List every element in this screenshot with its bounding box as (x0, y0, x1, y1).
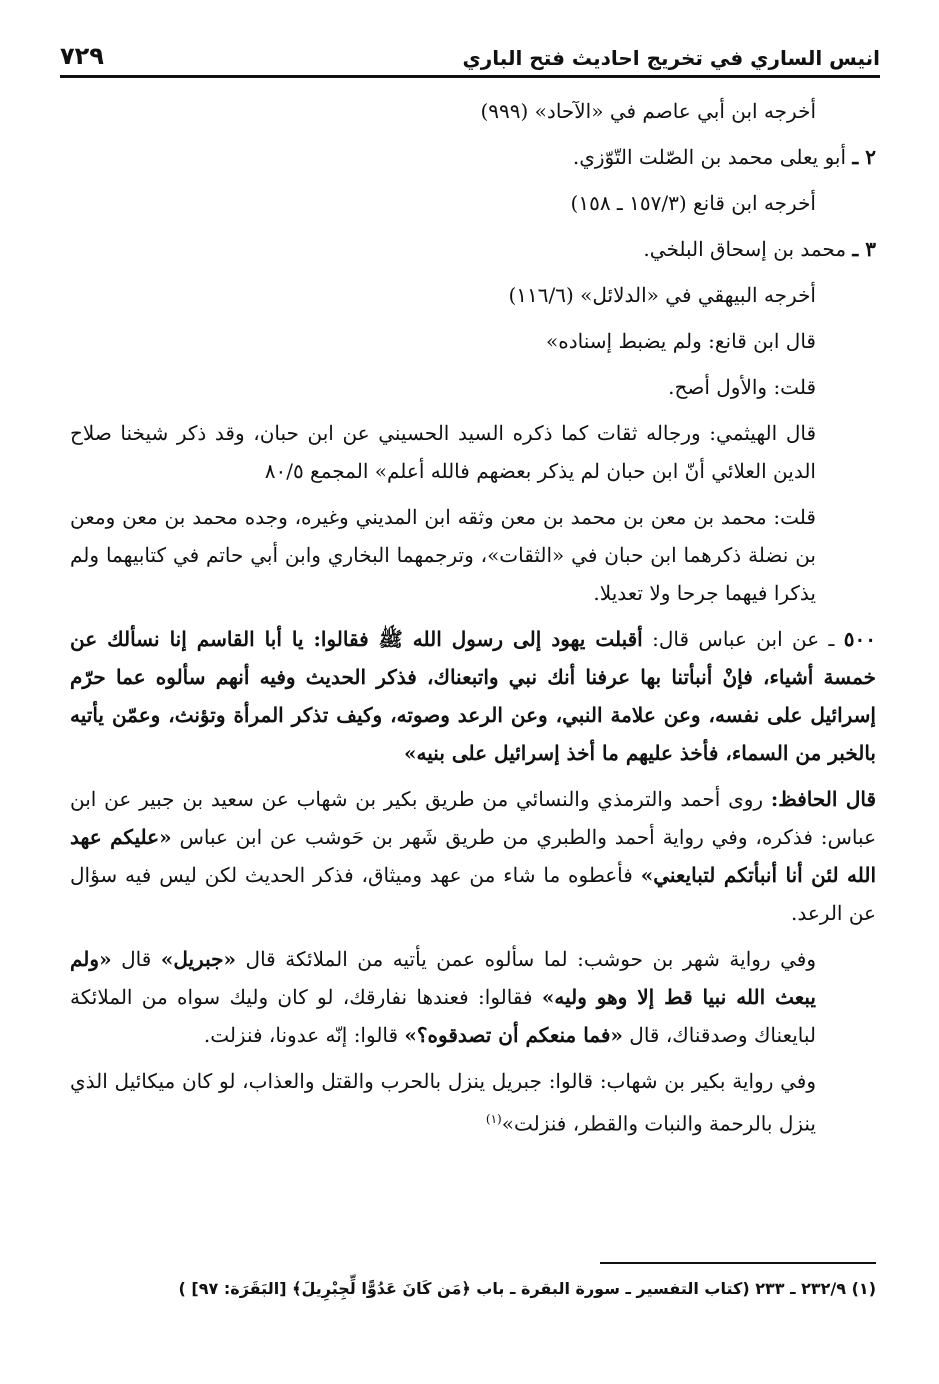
bukayr-text: وفي رواية بكير بن شهاب: قالوا: جبريل ينزل بالحرب والقتل والعذاب، لو كان ميكائيل الذي ينزل بالرحمة والنبات والقطر، فنزلت» (70, 1069, 816, 1136)
hafiz-text-b: فأعطوه ما شاء من عهد وميثاق، فذكر الحديث لكن ليس فيه سؤال عن الرعد. (70, 863, 876, 925)
page-number: ٧٢٩ (60, 42, 104, 70)
hafiz-label: قال الحافظ: (770, 787, 876, 811)
item-2-number: ٢ ـ (852, 145, 876, 169)
qultu-first: قلت: والأول أصح. (668, 375, 816, 399)
hadith-intro: ـ عن ابن عباس قال: (652, 627, 835, 651)
bukayr-paragraph (70, 1062, 876, 1143)
item-3 (70, 230, 876, 268)
shahr-text-d: قالوا: إنّه عدونا، فنزلت. (203, 1023, 399, 1047)
shahr-paragraph (70, 940, 876, 1054)
item-3-name: محمد بن إسحاق البلخي. (643, 237, 847, 261)
hadith-text: أقبلت يهود إلى رسول الله ﷺ فقالوا: يا أبا القاسم إنا نسألك عن خمسة أشياء، فإنْ أنبأتنا بها عرفنا أنك نبي واتبعناك، فذكر الحديث وفيه أنهم سألوه عما حرّم إسرائيل على نفسه، وعن علامة النبي، وعن الرعد وصوته، وكيف تذكر المرأة وتؤنث، وعمّن يأتيه بالخبر من السماء، فأخذ عليهم ما أخذ إسرائيل على بنيه» (70, 627, 876, 765)
item-3-source: أخرجه البيهقي في «الدلائل» (١١٦/٦) (508, 283, 816, 307)
item-3-number: ٣ ـ (852, 237, 876, 261)
shahr-text-c: فقالوا: فعندها نفارقك، لو كان وليك سواه من الملائكة لبايعناك وصدقناك، قال (70, 985, 816, 1047)
hafiz-text-a: روى أحمد والترمذي والنسائي من طريق بكير بن شهاب عن سعيد بن جبير عن ابن عباس: فذكره، وفي رواية أحمد والطبري من طريق شَهر بن حَوشب عن ابن عباس (70, 787, 876, 849)
running-title: انيس الساري في تخريج احاديث فتح الباري (462, 46, 880, 70)
item-2 (70, 138, 876, 176)
ibn-qani-comment: قال ابن قانع: ولم يضبط إسناده» (546, 329, 816, 353)
item-2-name: أبو يعلى محمد بن الصّلت التّوّزي. (572, 145, 847, 169)
hadith-number: ٥٠٠ (843, 627, 877, 651)
paragraph-ibn-abi-asim: أخرجه ابن أبي عاصم في «الآحاد» (٩٩٩) (480, 99, 816, 123)
item-2-source: أخرجه ابن قانع (١٥٧/٣ ـ ١٥٨) (570, 191, 816, 215)
shahr-quote-2: «ولم يبعث الله نبيا قط إلا وهو وليه» (70, 947, 816, 1009)
hafiz-paragraph (70, 780, 876, 932)
header-rule (60, 75, 880, 78)
qultu-second: قلت: محمد بن معن بن محمد بن معن وثقه ابن المديني وغيره، وجده محمد بن معن ومعن بن نضلة ذكرهما ابن حبان في «الثقات»، وترجمهما البخاري وابن أبي حاتم في كتابيهما ولم يذكرا فيهما جرحا ولا تعديلا. (70, 505, 816, 605)
hafiz-quote: «عليكم عهد الله لئن أنا أنبأتكم لتبايعني» (70, 825, 876, 887)
footnote: (١) ٢٣٢/٩ ـ ٢٣٣ (كتاب التفسير ـ سورة البقرة ـ باب ﴿مَن كَانَ عَدُوًّا لِّجِبْرِيلَ﴾ [البَقَرَة: ٩٧] ) (178, 1279, 876, 1298)
footnote-reference[interactable]: (١) (485, 1112, 502, 1126)
shahr-text-a: وفي رواية شهر بن حوشب: لما سألوه عمن يأتيه من الملائكة قال (245, 947, 817, 971)
page-header (60, 30, 880, 74)
haythami-paragraph: قال الهيثمي: ورجاله ثقات كما ذكره السيد الحسيني عن ابن حبان، وقد ذكر شيخنا صلاح الدين العلائي أنّ ابن حبان لم يذكر بعضهم فالله أعلم» المجمع ٨٠/٥ (70, 421, 816, 483)
footnote-rule (600, 1262, 876, 1264)
shahr-quote-1: «جبريل» (160, 947, 236, 971)
shahr-quote-3: «فما منعكم أن تصدقوه؟» (404, 1023, 623, 1047)
body-text (70, 92, 876, 1151)
shahr-text-b: قال (121, 947, 152, 971)
hadith-500 (70, 620, 876, 772)
